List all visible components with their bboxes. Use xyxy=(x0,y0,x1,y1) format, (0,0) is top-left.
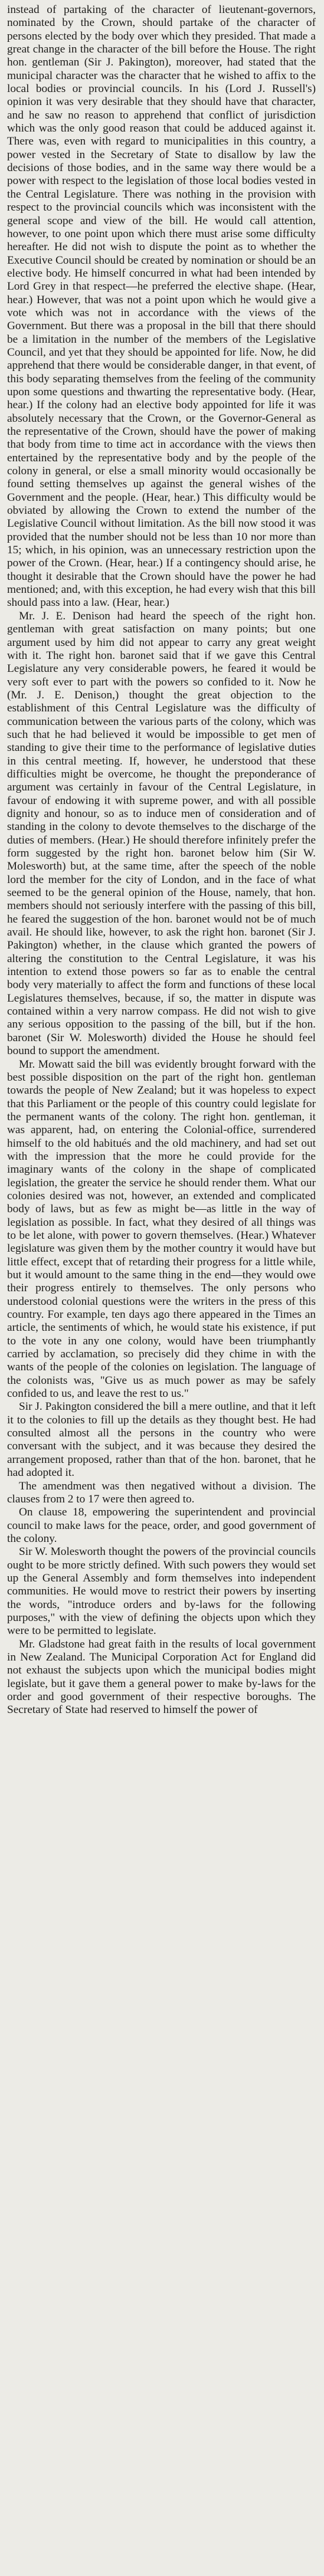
paragraph-amendment-negatived: The amendment was then negatived without a division. The clauses from 2 to 17 were then agreed to. xyxy=(7,1479,316,1505)
paragraph-mr-denison: Mr. J. E. Denison had heard the speech of the right hon. gentleman with great satisfaction on many points; but one argument used by him did not appear to carry any great weight with it. The right hon. baronet said that if we gave this Central Legislature any very considerable powers, he feared it would be very soft ever to part with the powers so confided to it. Now he (Mr. J. E. Denison,) thought the great objection to the establishment of this Central Legislature was the difficulty of communication between the various parts of the colony, which was such that he had believed it would be impossible to get men of standing to give their time to the performance of legislative duties in this central meeting. If, however, he understood that these difficulties might be overcome, he thought the preponderance of argument was certainly in favour of the Central Legislature, in favour of endowing it with supreme power, and with all possible dignity and honour, so as to induce men of consideration and of standing in the colony to devote themselves to the discharge of the duties of members. (Hear.) He should therefore infinitely prefer the form suggested by the right hon. baronet below him (Sir W. Molesworth) but, at the same time, after the speech of the noble lord the member for the city of London, and in the face of what seemed to be the general opinion of the House, namely, that hon. members should not seriously interfere with the passing of this bill, he feared the suggestion of the hon. baronet would not be of much avail. He should like, however, to ask the right hon. baronet (Sir J. Pakington) whether, in the clause which granted the powers of altering the constitution to the Central Legislature, it was his intention to extend those powers so far as to enable the central body very materially to affect the form and functions of these local Legislatures themselves, because, if so, the matter in dispute was contained within a very narrow compass. He did not wish to give any serious opposition to the passing of the bill, but if the hon. baronet (Sir W. Molesworth) divided the House he should feel bound to support the amendment. xyxy=(7,609,316,1058)
paragraph-mr-mowatt: Mr. Mowatt said the bill was evidently brought forward with the best possible disposition on the part of the right hon. gentleman towards the people of New Zealand; but it was hopeless to expect that this Parliament or the people of this country could legislate for the permanent wants of the colony. The right hon. gentleman, it was apparent, had, on entering the Colonial-office, surrendered himself to the old habitués and the old machinery, and had set out with the impression that the more he could provide for the imaginary wants of the colony in the shape of complicated legislation, the greater the service he should render them. What our colonies desired was not, however, an extended and complicated body of laws, but as few as might be—as little in the way of legislation as possible. In fact, what they desired of all things was to be let alone, with power to govern themselves. (Hear.) Whatever legislature was given them by the mother country it would have but little effect, except that of retarding their progress for a little while, but it would amount to the same thing in the end—they would owe their progress entirely to themselves. The only persons who understood colonial questions were the writers in the press of this country. For example, ten days ago there appeared in the Times an article, the sentiments of which, he would state his existence, if put to the vote in any one colony, would have been triumphantly carried by acclamation, so precisely did they chime in with the wants of the people of the colonies on legislation. The language of the colonists was, "Give us as much power as may be safely confided to us, and leave the rest to us." xyxy=(7,1058,316,1400)
paragraph-lord-john-russell: instead of partaking of the character of lieutenant-governors, nominated by the Crown, should partake of the character of persons elected by the body over which they presided. That made a great change in the character of the bill before the House. The right hon. gentleman (Sir J. Pakington), moreover, had stated that the municipal character was the character that he wished to affix to the local bodies or provincial councils. In his (Lord J. Russell's) opinion it was very desirable that they should have that character, and he saw no reason to apprehend that conflict of jurisdiction which was the only good reason that could be adduced against it. There was, even with regard to municipalities in this country, a power vested in the Secretary of State to disallow by law the decisions of those bodies, and in the same way there would be a power with respect to the legislation of those local bodies vested in the Central Legislature. There was nothing in the provision with respect to the provincial councils which was inconsistent with the general scope and view of the bill. He would call attention, however, to one point upon which there must arise some difficulty hereafter. He did not wish to dispute the point as to whether the Executive Council should be created by nomination or should be an elective body. He himself concurred in what had been intended by Lord Grey in that respect—he preferred the elective shape. (Hear, hear.) However, that was not a point upon which he would give a vote which was not in accordance with the views of the Government. But there was a proposal in the bill that there should be a limitation in the number of the members of the Legislative Council, and yet that they should be appointed for life. Now, he did apprehend that there would be considerable danger, in that event, of this body separating themselves from the feeling of the community upon some questions and thwarting the representative body. (Hear, hear.) If the colony had an elective body appointed for life it was absolutely necessary that the Crown, or the Governor-General as the representative of the Crown, should have the power of making that body from time to time act in accordance with the views then entertained by the representative body and by the people of the colony in general, or else a small minority would occasionally be found setting themselves up against the general wishes of the Government and the people. (Hear, hear.) This difficulty would be obviated by allowing the Crown to extend the number of the Legislative Council without limitation. As the bill now stood it was provided that the number should not be less than 10 nor more than 15; which, in his opinion, was an unnecessary restriction upon the power of the Crown. (Hear, hear.) If a contingency should arise, he thought it desirable that the Crown should have the power he had mentioned; and, with this exception, he had every wish that this bill should pass into a law. (Hear, hear.) xyxy=(7,4,316,609)
paragraph-mr-gladstone: Mr. Gladstone had great faith in the results of local government in New Zealand. The Municipal Corporation Act for England did not exhaust the subjects upon which the municipal bodies might legislate, but it gave them a general power to make by-laws for the order and good government of their respective boroughs. The Secretary of State had reserved to himself the power of xyxy=(7,1638,316,1717)
paragraph-sir-w-molesworth: Sir W. Molesworth thought the powers of the provincial councils ought to be more strictly defined. With such powers they would set up the General Assembly and form themselves into independent communities. He would move to restrict their powers by inserting the words, "introduce orders and by-laws for the following purposes," with the view of defining the objects upon which they were to be permitted to legislate. xyxy=(7,1545,316,1638)
paragraph-clause-18: On clause 18, empowering the superintendent and provincial council to make laws for the peace, order, and good government of the colony. xyxy=(7,1506,316,1545)
paragraph-sir-j-pakington: Sir J. Pakington considered the bill a mere outline, and that it left it to the colonies to fill up the details as they thought best. He had consulted almost all the persons in the country who were conversant with the subject, and it was because they desired the arrangement proposed, rather than that of the hon. baronet, that he had adopted it. xyxy=(7,1400,316,1479)
